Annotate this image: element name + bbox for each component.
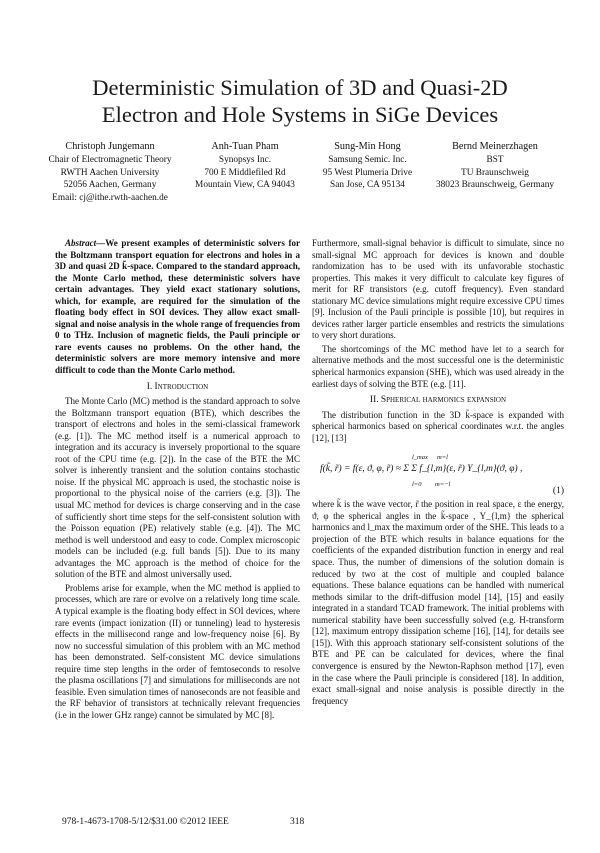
title-line-2: Electron and Hole Systems in SiGe Devices: [101, 102, 499, 127]
author-affiliation: Mountain View, CA 94043: [195, 180, 295, 191]
page-number: 318: [290, 817, 305, 827]
equation-number: (1): [552, 486, 564, 497]
right-column: [312, 238, 564, 709]
author-name: Sung-Min Hong: [334, 141, 401, 152]
author-affiliation: 38023 Braunschweig, Germany: [436, 180, 554, 191]
author-affiliation: Samsung Semic. Inc.: [328, 155, 407, 166]
sum-lower-limit-m: m=−l: [435, 481, 451, 489]
author-affiliation: RWTH Aachen University: [60, 167, 160, 178]
left-column: [55, 238, 300, 723]
abstract: [55, 238, 300, 377]
paragraph: The distribution function in the 3D k̃-space is expanded with spherical harmonics based on spherical coordinates w.r.t. the angles [12], [13]: [312, 409, 564, 443]
author-affiliation: San Jose, CA 95134: [330, 180, 405, 191]
sum-lower-limit-l: l=0: [412, 481, 422, 489]
section-heading-she: II. Spherical harmonics expansion: [369, 395, 507, 406]
section-heading-introduction: I. Introduction: [146, 381, 209, 392]
sum-upper-limit-m: m=l: [437, 454, 448, 462]
author-1: [35, 141, 185, 204]
author-3: [310, 141, 425, 192]
author-affiliation: BST: [486, 155, 504, 166]
author-email: Email: cj@ithe.rwth-aachen.de: [52, 192, 168, 203]
paragraph: where k̃ is the wave vector, r̃ the position in real space, ε the energy, ϑ, φ the spherical angles in the k̃-space , Y_{l,m} the spherical harmonics and l_max the maximum order of the SHE. This leads to a projection of the BTE which results in balance equations for the coefficients of the expanded distribution function in energy and real space. Thus, the number of dimensions of the solution domain is reduced by two at the cost of multiple and coupled balance equations. These balance equations can be handled with numerical methods similar to the drift-diffusion model [14], [15] and easily integrated in a standard TCAD framework. The initial problems with numerical stability have been successfully solved (e.g. H-transform [12], maximum entropy dissipation scheme [16], [14], for details see [15]). With this approach stationary self-consistent solutions of the BTE and PE can be calculated for devices, where the final convergence is ensured by the Newton-Raphson method [17], even in the case where the Pauli principle is considered [18]. In addition, exact small-signal and noise analysis is possible directly in the frequency: [312, 499, 564, 706]
abstract-label: Abstract: [65, 238, 97, 248]
paragraph: Furthermore, small-signal behavior is difficult to simulate, since no small-signal MC approach for devices is known and double randomization has to be used with its unfavorable stochastic properties. This makes it very difficult to calculate key figures of merit for RF transistors (e.g. cutoff frequency). Even standard stationary MC device simulations might require excessive CPU times [9]. Inclusion of the Pauli principle is possible [10], but requires in devices rather larger particle ensembles and restricts the simulations to very short durations.: [312, 238, 564, 341]
title-line-1: Deterministic Simulation of 3D and Quasi-2D: [92, 75, 508, 100]
author-affiliation: Synopsys Inc.: [218, 155, 272, 166]
sum-upper-limit-l: l_max: [412, 454, 428, 462]
author-4: [425, 141, 565, 192]
paragraph: Problems arise for example, when the MC method is applied to processes, which are rare or evolve on a relatively long time scale. A typical example is the floating body effect in SOI devices, where rare events (impact ionization (II) or tunneling) lead to hysteresis effects in the millisecond range and low-frequency noise [6]. By now no successful simulation of this problem with an MC method has been demonstrated. Self-consistent MC device simulations require time step lengths in the order of femtoseconds to resolve the plasma oscillations [7] and simulations for milliseconds are not feasible. Even simulation times of nanoseconds are not feasible and the RF behavior of transistors at technically relevant frequencies (i.e in the lower GHz range) cannot be simulated by MC [8].: [55, 582, 300, 720]
author-affiliation: Chair of Electromagnetic Theory: [48, 155, 172, 166]
author-affiliation: 95 West Plumeria Drive: [322, 167, 413, 178]
author-2: [185, 141, 305, 192]
author-affiliation: 700 E Middlefiled Rd: [204, 167, 286, 178]
author-affiliation: TU Braunschweig: [461, 167, 529, 178]
abstract-text: —We present examples of deterministic solvers for the Boltzmann transport equation for electrons and holes in a 3D and quasi 2D k̃-space. Compared to the standard approach, the Monte Carlo method, these deterministic solvers have certain advantages. They yield exact stationary solutions, which, for example, are required for the simulation of the floating body effect in SOI devices. They allow exact small-signal and noise analysis in the whole range of frequencies from 0 to THz. Inclusion of magnetic fields, the Pauli principle or rare events causes no problems. On the other hand, the deterministic solvers are more memory intensive and more difficult to code than the Monte Carlo method.: [55, 238, 300, 376]
paper-title: [40, 74, 560, 128]
author-name: Christoph Jungemann: [65, 141, 155, 152]
paragraph: The Monte Carlo (MC) method is the standard approach to solve the Boltzmann transport equation (BTE), which describes the transport of electrons and holes in the semi-classical framework (e.g. [1]). The MC method itself is a numerical approach to integration and its accuracy is inversely proportional to the square root of the CPU time (e.g. [2]). In the case of the BTE the MC solver is inherently transient and the solution contains stochastic noise. If the physical MC approach is used, the stochastic noise is proportional to the physical noise of the carriers (e.g. [3]). The usual MC method for devices is charge conserving and in the case of sufficiently short time steps for the self-consistent solution with the Poisson equation (PE) relatively stable (e.g. [4]). The MC method is well understood and easy to code. Complex microscopic models can be included (e.g. full bands [5]). Due to its many advantages the MC approach is the method of choice for the solution of the BTE and almost universally used.: [55, 396, 300, 580]
author-name: Bernd Meinerzhagen: [452, 141, 538, 152]
author-affiliation: 52056 Aachen, Germany: [63, 180, 157, 191]
paragraph: The shortcomings of the MC method have let to a search for alternative methods and the most successful one is the deterministic spherical harmonics expansion (SHE), which was used already in the earliest days of solving the BTE (e.g. [11].: [312, 343, 564, 389]
equation-body: f(k̃, r̃) = f(ε, ϑ, φ, r̃) ≈ Σ Σ f_{l,m}(ε, r̃) Y_{l,m}(ϑ, φ) ,: [320, 464, 523, 475]
author-name: Anh-Tuan Pham: [211, 141, 279, 152]
copyright-footer: 978-1-4673-1708-5/12/$31.00 ©2012 IEEE: [62, 817, 229, 827]
equation-1: [312, 446, 564, 498]
